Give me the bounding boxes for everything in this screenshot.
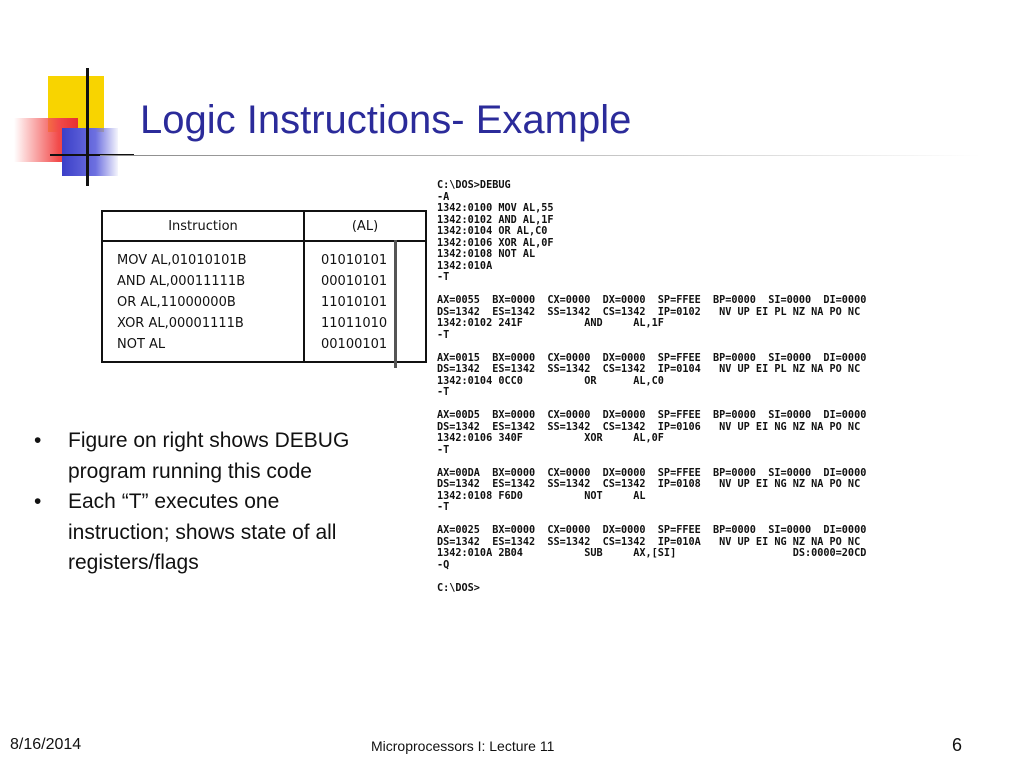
logo-vertical-line <box>86 68 89 186</box>
debug-line: DS=1342 ES=1342 SS=1342 CS=1342 IP=0106 NV UP EI NG NZ NA PO NC <box>437 421 861 433</box>
debug-line: DS=1342 ES=1342 SS=1342 CS=1342 IP=0102 NV UP EI PL NZ NA PO NC <box>437 306 861 318</box>
debug-line <box>437 284 1007 296</box>
debug-line: 1342:0106 340F XOR AL,0F <box>437 433 664 444</box>
al-value-cell: 00010101 <box>321 274 388 289</box>
footer-course: Microprocessors I: Lecture 11 <box>371 738 555 754</box>
page-number: 6 <box>952 735 963 755</box>
debug-console-listing <box>437 180 1007 594</box>
debug-line: 1342:0104 0CC0 OR AL,C0 <box>437 375 664 387</box>
title-underline <box>100 155 980 156</box>
instruction-cell: AND AL,00011111B <box>102 271 304 292</box>
instruction-cell: OR AL,11000000B <box>102 292 304 313</box>
table-header-row <box>102 211 426 241</box>
debug-line <box>437 456 1007 468</box>
table-row <box>102 292 426 313</box>
debug-line: 1342:010A <box>437 260 493 272</box>
table-row <box>102 334 426 362</box>
debug-line: -A <box>437 191 450 203</box>
instruction-table <box>101 210 427 363</box>
column-header-al: (AL) <box>304 211 426 241</box>
debug-line: 1342:0108 F6D0 NOT AL <box>437 490 646 502</box>
debug-line: AX=00D5 BX=0000 CX=0000 DX=0000 SP=FFEE BP=0000 SI=0000 DI=0000 <box>437 410 867 421</box>
table-row <box>102 241 426 271</box>
debug-line <box>437 514 1007 526</box>
bullet-item <box>30 487 375 579</box>
debug-line: DS=1342 ES=1342 SS=1342 CS=1342 IP=0104 NV UP EI PL NZ NA PO NC <box>437 364 861 375</box>
debug-line: -Q <box>437 559 450 571</box>
debug-line: -T <box>437 272 450 283</box>
footer-date: 8/16/2014 <box>10 736 82 753</box>
debug-line: AX=0055 BX=0000 CX=0000 DX=0000 SP=FFEE BP=0000 SI=0000 DI=0000 <box>437 295 867 306</box>
table-row <box>102 271 426 292</box>
debug-line: C:\DOS>DEBUG <box>437 180 511 191</box>
slide-title: Logic Instructions- Example <box>140 98 632 142</box>
al-value-cell: 01010101 <box>321 253 388 268</box>
debug-line: AX=0015 BX=0000 CX=0000 DX=0000 SP=FFEE BP=0000 SI=0000 DI=0000 <box>437 352 867 364</box>
instruction-cell: MOV AL,01010101B <box>102 241 304 271</box>
logo-blue-block <box>62 128 118 176</box>
debug-line: 1342:0104 OR AL,C0 <box>437 226 548 237</box>
column-header-instruction: Instruction <box>102 211 304 241</box>
al-value-cell: 11011010 <box>321 316 388 331</box>
instruction-cell: NOT AL <box>102 334 304 362</box>
bullet-item <box>30 426 375 487</box>
debug-line <box>437 571 1007 583</box>
debug-line: 1342:0106 XOR AL,0F <box>437 237 554 249</box>
debug-line: 1342:0100 MOV AL,55 <box>437 203 554 214</box>
debug-line: -T <box>437 444 450 456</box>
debug-line: AX=0025 BX=0000 CX=0000 DX=0000 SP=FFEE BP=0000 SI=0000 DI=0000 <box>437 525 867 536</box>
debug-line: 1342:0102 AND AL,1F <box>437 214 554 226</box>
debug-line: -T <box>437 387 450 398</box>
debug-line: -T <box>437 329 450 341</box>
debug-line: C:\DOS> <box>437 582 480 594</box>
debug-line: 1342:010A 2B04 SUB AX,[SI] DS:0000=20CD <box>437 548 867 559</box>
debug-line: DS=1342 ES=1342 SS=1342 CS=1342 IP=010A NV UP EI NG NZ NA PO NC <box>437 536 861 548</box>
bullet-text: Each “T” executes one instruction; shows state of all registers/flags <box>68 490 337 574</box>
debug-line: AX=00DA BX=0000 CX=0000 DX=0000 SP=FFEE BP=0000 SI=0000 DI=0000 <box>437 467 867 479</box>
bullet-dot-icon: • <box>34 429 42 452</box>
instruction-cell: XOR AL,00001111B <box>102 313 304 334</box>
debug-line <box>437 341 1007 353</box>
debug-line <box>437 399 1007 411</box>
bullet-list <box>30 426 375 579</box>
bullet-dot-icon: • <box>34 490 42 513</box>
bullet-text: Figure on right shows DEBUG program running this code <box>68 429 350 483</box>
table-shadow <box>394 240 397 368</box>
debug-line: 1342:0102 241F AND AL,1F <box>437 318 664 329</box>
debug-line: -T <box>437 502 450 513</box>
table-row <box>102 313 426 334</box>
al-value-cell: 00100101 <box>321 337 388 352</box>
debug-line: 1342:0108 NOT AL <box>437 249 536 260</box>
al-value-cell: 11010101 <box>321 295 388 310</box>
debug-line: DS=1342 ES=1342 SS=1342 CS=1342 IP=0108 NV UP EI NG NZ NA PO NC <box>437 479 861 490</box>
